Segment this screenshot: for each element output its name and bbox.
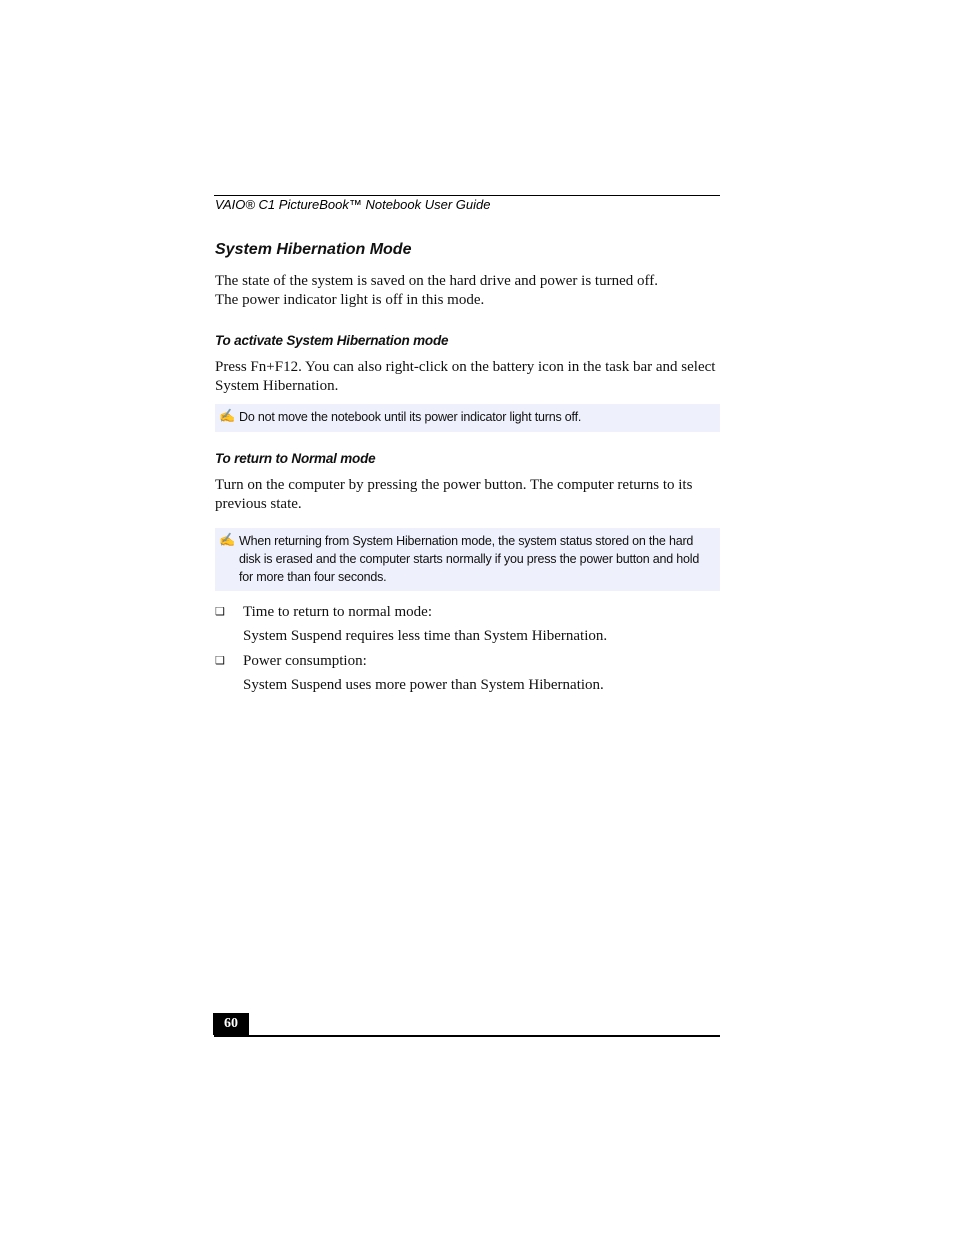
activate-body: Press Fn+F12. You can also right-click on the battery icon in the task bar and select System Hibernation.	[215, 359, 716, 394]
checkbox-icon: ❑	[215, 655, 225, 667]
page-number: 60	[213, 1013, 249, 1035]
activate-note-text: Do not move the notebook until its power indicator light turns off.	[239, 410, 582, 424]
comparison-list	[215, 603, 720, 695]
list-item	[215, 603, 720, 646]
pencil-icon: ✍	[219, 532, 235, 547]
list-item	[215, 652, 720, 695]
running-title: VAIO® C1 PictureBook™ Notebook User Guide	[215, 197, 491, 212]
list-item-detail: System Suspend uses more power than System Hibernation.	[243, 677, 604, 693]
return-note-text: When returning from System Hibernation mode, the system status stored on the hard disk is erased and the computer starts normally if you press the power button and hold for more than four seconds.	[239, 534, 700, 584]
header-rule	[214, 195, 720, 196]
section-intro: The state of the system is saved on the hard drive and power is turned off. The power indicator light is off in this mode.	[215, 273, 658, 308]
page-content	[215, 240, 720, 701]
section-title: System Hibernation Mode	[215, 241, 412, 258]
activate-heading: To activate System Hibernation mode	[215, 333, 449, 348]
checkbox-icon: ❑	[215, 606, 225, 618]
return-body: Turn on the computer by pressing the power button. The computer returns to its previous state.	[215, 477, 693, 512]
return-note	[215, 528, 720, 591]
footer-rule	[214, 1035, 720, 1037]
list-item-label: Time to return to normal mode:	[243, 604, 433, 620]
activate-note	[215, 404, 720, 432]
return-heading: To return to Normal mode	[215, 451, 376, 466]
list-item-label: Power consumption:	[243, 653, 367, 669]
pencil-icon: ✍	[219, 408, 235, 423]
list-item-detail: System Suspend requires less time than System Hibernation.	[243, 628, 608, 644]
